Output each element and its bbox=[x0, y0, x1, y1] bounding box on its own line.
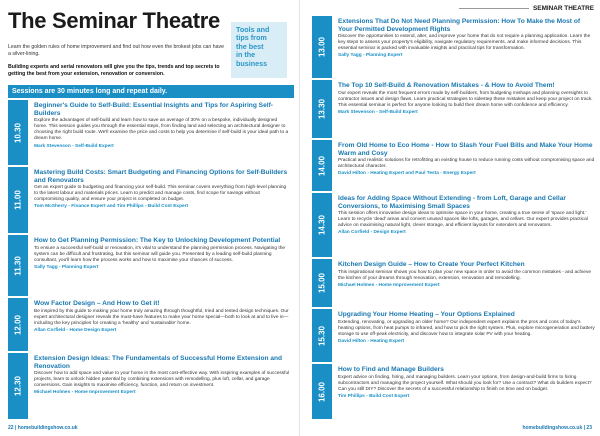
intro-bold-text: Building experts and serial renovators will give you the tips, trends and top secrets to getting the best from your extension, renovation or conversion. bbox=[8, 64, 220, 77]
session-body bbox=[332, 309, 600, 362]
session-description: Get an expert guide to budgeting and financing your self-build. This seminar covers everything from high-level planning to the latest labour and materials prices. Learn to predict and manage costs, find scope for savings without compromising quality, and ensure your project is completed on budget. bbox=[34, 185, 287, 203]
session-title: Extensions That Do Not Need Planning Permission: How To Make the Most of Your Permitted Development Rights bbox=[338, 18, 581, 33]
session-description: Practical and realistic solutions for retrofitting an existing house to reduce running costs without compromising space and architectural character. bbox=[338, 158, 595, 170]
session-1330 bbox=[312, 80, 600, 138]
session-title: Kitchen Design Guide – How to Create Your Perfect Kitchen bbox=[338, 261, 525, 268]
session-speaker: David Hilton - Heating Expert bbox=[338, 338, 405, 344]
session-description: Extending, renovating, or upgrading an older home? Our independent expert explains the pros and cons of today's heating options, from heat pumps to infrared, and how to pick the right system. Plus, explore microgeneration and battery storage to use off-peak electricity, and discover how to integrate solar PV with your heating. bbox=[338, 319, 595, 337]
session-speaker: Allan Corfield - Home Design Expert bbox=[34, 327, 117, 333]
callout-line: Tools and bbox=[236, 25, 270, 34]
session-speaker: Sally Tagg - Planning Expert bbox=[34, 264, 99, 270]
session-1430 bbox=[312, 193, 600, 257]
session-title: How to Find and Manage Builders bbox=[338, 366, 444, 373]
session-body bbox=[332, 140, 600, 191]
tips-callout bbox=[231, 22, 287, 78]
session-time: 13.30 bbox=[317, 98, 327, 120]
session-time: 12.30 bbox=[13, 375, 23, 397]
session-time-bar bbox=[312, 364, 332, 419]
session-title: Upgrading Your Home Heating – Your Options Explained bbox=[338, 311, 515, 318]
session-1200 bbox=[8, 298, 294, 351]
session-time: 10.30 bbox=[13, 122, 23, 143]
session-body bbox=[28, 353, 294, 419]
session-1230 bbox=[8, 353, 294, 419]
session-time-bar bbox=[312, 16, 332, 78]
session-time-bar bbox=[8, 235, 28, 296]
session-time: 16.00 bbox=[317, 381, 327, 402]
session-body bbox=[28, 167, 294, 233]
session-1400 bbox=[312, 140, 600, 191]
session-1100 bbox=[8, 167, 294, 233]
callout-line: the best bbox=[236, 41, 264, 51]
intro-text: Learn the golden rules of home improvement and find out how even the brokest jobs can have a silver-lining. bbox=[8, 44, 224, 57]
session-speaker: Michael Holmes - Home Improvement Expert bbox=[338, 282, 440, 288]
footer-left: 22 | homebuildingshow.co.uk bbox=[8, 425, 78, 431]
session-title: Extension Design Ideas: The Fundamentals of Successful Home Extension and Renovation bbox=[34, 355, 283, 370]
session-description: This session offers innovative design ideas to optimise space in your home, creating a true sense of 'space and light.' Learn to recycle 'dead' areas and convert unused spaces like lofts, garages, and cellars. Our expert provides practical advice on maximising natural light, clever storage, and efficient layouts for extenders and renovators. bbox=[338, 211, 588, 229]
session-time: 13.00 bbox=[317, 36, 327, 58]
session-body bbox=[332, 259, 600, 307]
session-time-bar bbox=[312, 193, 332, 257]
session-speaker: Tom McSherry - Finance Expert and Tim Phillips - Build Cost Expert bbox=[34, 204, 189, 210]
session-speaker: Mark Stevenson - Self-Build Expert bbox=[338, 109, 418, 115]
session-description: Expert advice on finding, hiring, and managing builders. Learn your options, from design-and-build firms to hiring subcontractors and managing the project yourself. What should you look for? Use a contract? What do builders expect? Can you still DIY? Discover the secrets of a successful relationship to finish on time and on budget. bbox=[338, 374, 592, 392]
sessions-banner: Sessions are 30 minutes long and repeat daily. bbox=[8, 85, 294, 98]
session-title: Mastering Build Costs: Smart Budgeting and Financing Options for Self-Builders and Renovators bbox=[34, 169, 288, 184]
session-title: Beginner's Guide to Self-Build: Essential Insights and Tips for Aspiring Self-Builders bbox=[34, 102, 273, 117]
session-speaker: Allan Corfield - Design Expert bbox=[338, 230, 406, 236]
session-time: 11.00 bbox=[13, 190, 23, 210]
session-1300 bbox=[312, 16, 600, 78]
session-description: Discover how to add space and value to your home in the most cost-effective way. With inspiring examples of successful projects, learn to unlock hidden potential by combining extensions with remodelling, plus loft, cellar, and garage conversions. Gain insights to maximise efficiency, function, and return on investment. bbox=[34, 371, 290, 389]
callout-line: business bbox=[236, 58, 268, 68]
session-description: Explore the advantages of self-build and learn how to save an average of 30% on a bespoke, individually designed home. This session guides you through the essential steps, from finding land and selecting an architectural designer to choosing the right build route. We'll examine the price and costs to help you determine if self-build is your ideal path to a dream home. bbox=[34, 118, 289, 142]
session-body bbox=[332, 193, 600, 257]
session-time-bar bbox=[8, 100, 28, 165]
session-speaker: Mark Stevenson - Self-Build Expert bbox=[34, 143, 114, 149]
session-time: 14.00 bbox=[317, 155, 327, 176]
session-1530 bbox=[312, 309, 600, 362]
session-title: The Top 10 Self-Build & Renovation Mistakes - & How to Avoid Them! bbox=[338, 82, 555, 89]
session-time: 15.30 bbox=[317, 325, 327, 346]
section-header: SEMINAR THEATRE bbox=[459, 5, 594, 12]
page-title: The Seminar Theatre bbox=[8, 8, 220, 33]
session-1500 bbox=[312, 259, 600, 307]
session-speaker: Sally Tagg - Planning Expert bbox=[338, 53, 403, 59]
callout-line: in the bbox=[236, 50, 256, 60]
session-1130 bbox=[8, 235, 294, 296]
session-time: 12.00 bbox=[13, 314, 23, 335]
session-body bbox=[28, 298, 294, 351]
session-time-bar bbox=[312, 140, 332, 191]
callout-line: tips from bbox=[236, 33, 267, 43]
session-description: To ensure a successful self-build or renovation, it's vital to understand the planning permission process. Navigating the system can be difficult and frustrating, but this seminar will guide you. Presented by a leading self-build planning consultant, you'll learn how the process works and how to maximise your chances of success. bbox=[34, 245, 286, 263]
session-time: 14.30 bbox=[317, 214, 327, 236]
session-title: How to Get Planning Permission: The Key to Unlocking Development Potential bbox=[34, 237, 281, 244]
session-title: Wow Factor Design – And How to Get it! bbox=[34, 300, 160, 307]
session-body bbox=[332, 16, 600, 78]
session-time-bar bbox=[8, 298, 28, 351]
session-time-bar bbox=[312, 259, 332, 307]
session-description: Be inspired by this guide to making your home truly amazing through thoughtful, tried and tested design techniques. Our expert architectural designer reveals the must-have features to make your home special—both to look at and to live in—including the key principles for creating a 'healthy' and 'sustainable' home. bbox=[34, 308, 289, 326]
right-page bbox=[300, 0, 600, 436]
session-time-bar bbox=[8, 353, 28, 419]
session-body bbox=[28, 235, 294, 296]
session-description: Our expert reveals the most frequent errors made by self-builders, from budgeting mishaps and planning oversights to contractor issues and design flaws. Learn practical strategies to sidestep these mistakes and keep your project on track. This essential seminar is perfect for anyone looking to build their dream home with confidence and efficiency. bbox=[338, 90, 593, 108]
session-time-bar bbox=[8, 167, 28, 233]
session-time: 11.30 bbox=[13, 255, 23, 276]
session-speaker: David Hilton - Heating Expert and Paul Testa - Energy Expert bbox=[338, 171, 476, 177]
session-time-bar bbox=[312, 80, 332, 138]
session-title: Ideas for Adding Space Without Extending - from Loft, Garage and Cellar Conversions, to Maximising Small Spaces bbox=[338, 195, 566, 210]
session-body bbox=[28, 100, 294, 165]
session-title: From Old Home to Eco Home - How to Slash Your Fuel Bills and Make Your Home Warm and Cosy bbox=[338, 142, 593, 157]
session-description: Discover the opportunities to extend, alter, and improve your home that do not require a planning application. Learn the key steps to assess your property's eligibility, navigate regulatory requirements, and make informed decisions. This essential seminar is packed with invaluable insights and practical tips for transformation. bbox=[338, 34, 591, 52]
session-time-bar bbox=[312, 309, 332, 362]
session-1030 bbox=[8, 100, 294, 165]
footer-right: homebuildingshow.co.uk | 23 bbox=[522, 425, 592, 431]
session-description: This inspirational seminar shows you how to plan your new space in order to avoid the common mistakes - and achieve the kitchen of your dreams through renovation, extension, renovation and remodelling. bbox=[338, 269, 592, 281]
session-body bbox=[332, 80, 600, 138]
session-speaker: Tim Phillips - Build Cost Expert bbox=[338, 393, 410, 399]
session-1600 bbox=[312, 364, 600, 419]
session-speaker: Michael Holmes - Home Improvement Expert bbox=[34, 390, 136, 396]
session-body bbox=[332, 364, 600, 419]
session-time: 15.00 bbox=[317, 272, 327, 294]
